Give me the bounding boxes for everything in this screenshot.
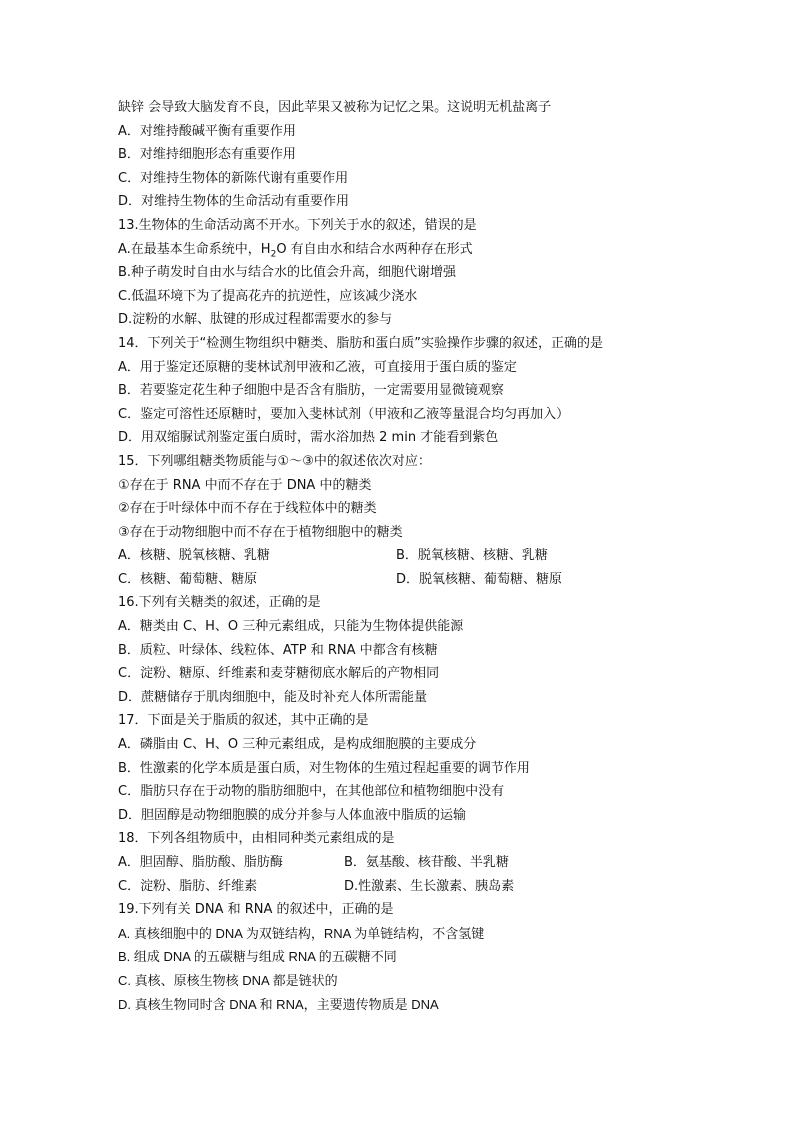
q17-option-b: B．性激素的化学本质是蛋白质，对生物体的生殖过程起重要的调节作用: [118, 760, 530, 776]
q13-option-c: C.低温环境下为了提高花卉的抗逆性，应该减少浇水: [118, 288, 418, 304]
q14-option-c: C．鉴定可溶性还原糖时，要加入斐林试剂（甲液和乙液等量混合均匀再加入）: [118, 406, 570, 422]
q19-option-a: A. 真核细胞中的 DNA 为双链结构，RNA 为单链结构，不含氢键: [118, 925, 485, 941]
q19-option-b: B. 组成 DNA 的五碳糖与组成 RNA 的五碳糖不同: [118, 949, 397, 965]
q16-option-b: B．质粒、叶绿体、线粒体、ATP 和 RNA 中都含有核糖: [118, 642, 438, 658]
q14-option-d: D．用双缩脲试剂鉴定蛋白质时，需水浴加热 2 min 才能看到紫色: [118, 430, 499, 446]
q17-option-c: C．脂肪只存在于动物的脂肪细胞中，在其他部位和植物细胞中没有: [118, 784, 505, 800]
q15-option-a: A．核糖、脱氧核糖、乳糖: [118, 548, 270, 564]
q15-option-d: D．脱氧核糖、葡萄糖、糖原: [396, 571, 563, 587]
q17-stem: 17．下面是关于脂质的叙述，其中正确的是: [118, 713, 369, 729]
q14-option-b: B．若要鉴定花生种子细胞中是否含有脂肪，一定需要用显微镜观察: [118, 383, 504, 399]
q18-option-b: B．氨基酸、核苷酸、半乳糖: [344, 855, 509, 870]
q18-option-c: C．淀粉、脂肪、纤维素: [118, 878, 258, 894]
q12-option-d: D．对维持生物体的生命活动有重要作用: [118, 194, 350, 210]
q19-option-d: D. 真核生物同时含 DNA 和 RNA，主要遗传物质是 DNA: [118, 996, 439, 1012]
q16-option-a: A．糖类由 C、H、O 三种元素组成，只能为生物体提供能源: [118, 619, 464, 635]
q19-stem: 19.下列有关 DNA 和 RNA 的叙述中，正确的是: [118, 902, 394, 918]
q17-option-d: D．胆固醇是动物细胞膜的成分并参与人体血液中脂质的运输: [118, 807, 467, 823]
q18-option-a: A．胆固醇、脂肪酸、脂肪酶: [118, 855, 283, 870]
q12-stem-continuation: 缺锌 会导致大脑发育不良，因此苹果又被称为记忆之果。这说明无机盐离子: [118, 100, 552, 115]
q13-option-a-subscript: 2: [270, 249, 277, 260]
q12-option-c: C．对维持生物体的新陈代谢有重要作用: [118, 170, 349, 186]
q17-option-a: A．磷脂由 C、H、O 三种元素组成，是构成细胞膜的主要成分: [118, 737, 477, 753]
q15-option-c: C．核糖、葡萄糖、糖原: [118, 571, 258, 587]
q14-stem: 14．下列关于“检测生物组织中糖类、脂肪和蛋白质”实验操作步骤的叙述，正确的是: [118, 335, 604, 351]
q14-option-a: A．用于鉴定还原糖的斐林试剂甲液和乙液，可直接用于蛋白质的鉴定: [118, 359, 517, 375]
q16-option-d: D．蔗糖储存于肌肉细胞中，能及时补充人体所需能量: [118, 689, 428, 705]
q13-option-a-part2: O 有自由水和结合水两种存在形式: [276, 241, 473, 257]
q15-option-b: B．脱氧核糖、核糖、乳糖: [396, 548, 548, 564]
exam-page: [118, 96, 688, 1016]
q15-stem: 15．下列哪组糖类物质能与①～③中的叙述依次对应：: [118, 453, 431, 469]
q15-options-row-1: [118, 544, 688, 568]
q13-stem: 13.生物体的生命活动离不开水。下列关于水的叙述，错误的是: [118, 217, 477, 233]
q16-stem: 16.下列有关糖类的叙述，正确的是: [118, 595, 321, 611]
q13-option-a: [118, 238, 688, 262]
q18-option-d: D.性激素、生长激素、胰岛素: [344, 878, 515, 894]
q15-options-row-2: [118, 568, 688, 592]
q12-option-a: A．对维持酸碱平衡有重要作用: [118, 123, 296, 139]
q15-statement-1: ①存在于 RNA 中而不存在于 DNA 中的糖类: [118, 477, 372, 493]
q13-option-b: B.种子萌发时自由水与结合水的比值会升高，细胞代谢增强: [118, 265, 457, 281]
q18-stem: 18．下列各组物质中，由相同种类元素组成的是: [118, 831, 395, 847]
q18-options-row-1: [118, 851, 688, 875]
q15-statement-3: ③存在于动物细胞中而不存在于植物细胞中的糖类: [118, 524, 403, 540]
q13-option-d: D.淀粉的水解、肽键的形成过程都需要水的参与: [118, 312, 393, 328]
q18-options-row-2: [118, 875, 688, 899]
q19-option-c: C. 真核、原核生物核 DNA 都是链状的: [118, 972, 338, 988]
q15-statement-2: ②存在于叶绿体中而不存在于线粒体中的糖类: [118, 501, 377, 517]
q12-option-b: B．对维持细胞形态有重要作用: [118, 147, 296, 163]
q13-option-a-part1: A.在最基本生命系统中，H: [118, 241, 271, 257]
q16-option-c: C．淀粉、糖原、纤维素和麦芽糖彻底水解后的产物相同: [118, 666, 440, 682]
